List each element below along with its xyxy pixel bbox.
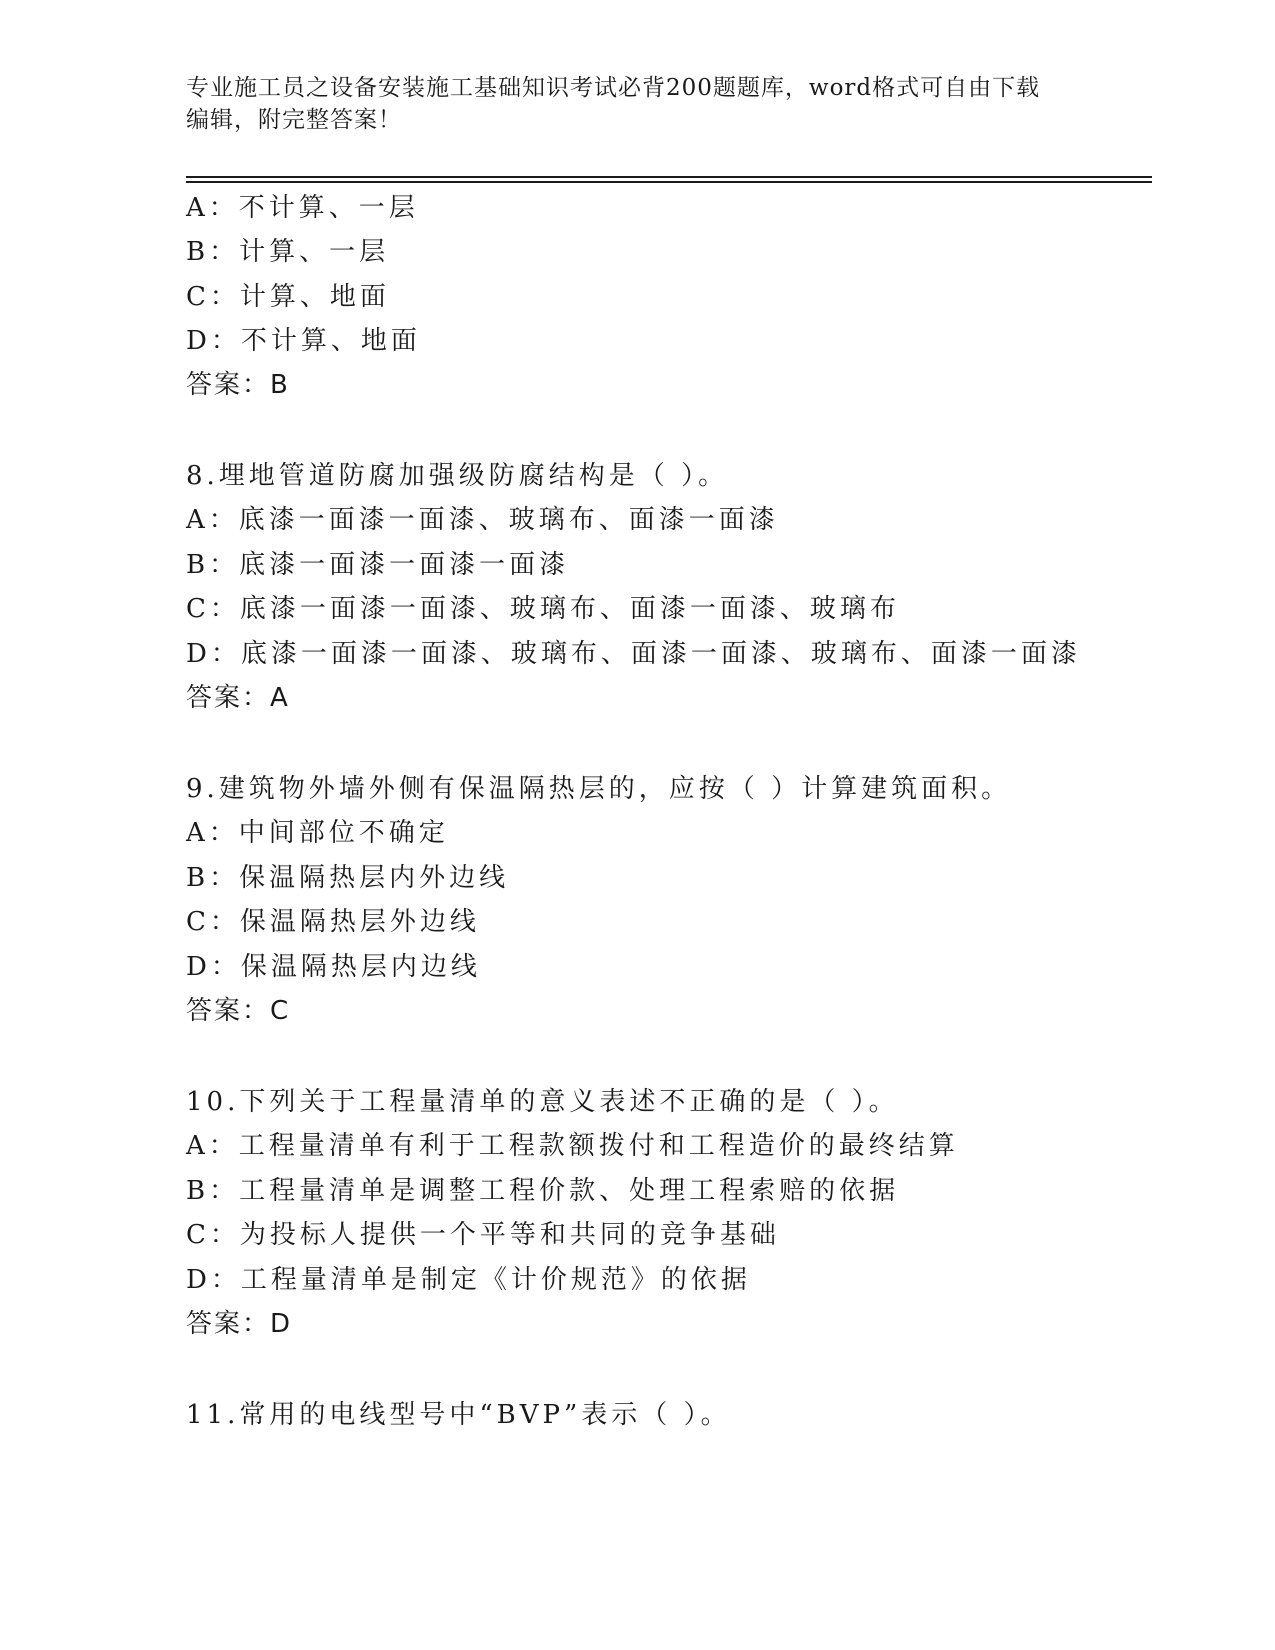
option-b: B：底漆一面漆一面漆一面漆 [186, 550, 570, 580]
option-a: A：中间部位不确定 [186, 818, 449, 848]
option-c: C：保温隔热层外边线 [186, 907, 480, 937]
option-d: D：保温隔热层内边线 [186, 952, 481, 982]
answer-line: 答案：A [186, 683, 290, 713]
answer-line: 答案：B [186, 370, 290, 400]
option-b: B：计算、一层 [186, 237, 390, 267]
option-c: C：计算、地面 [186, 282, 390, 312]
question-stem: 11.常用的电线型号中“BVP”表示（ ）。 [186, 1400, 731, 1430]
question-stem: 10.下列关于工程量清单的意义表述不正确的是（ ）。 [186, 1087, 899, 1117]
option-d: D：不计算、地面 [186, 326, 421, 356]
answer-line: 答案：C [186, 996, 291, 1026]
option-b: B：工程量清单是调整工程价款、处理工程索赔的依据 [186, 1176, 900, 1206]
option-b: B：保温隔热层内外边线 [186, 863, 510, 893]
question-stem: 8.埋地管道防腐加强级防腐结构是（ ）。 [186, 461, 729, 491]
option-c: C：为投标人提供一个平等和共同的竞争基础 [186, 1220, 780, 1250]
option-c: C：底漆一面漆一面漆、玻璃布、面漆一面漆、玻璃布 [186, 594, 900, 624]
header-divider-bottom [186, 181, 1152, 183]
question-stem: 9.建筑物外墙外侧有保温隔热层的，应按（ ）计算建筑面积。 [186, 774, 1012, 804]
option-d: D：底漆一面漆一面漆、玻璃布、面漆一面漆、玻璃布、面漆一面漆 [186, 639, 1081, 669]
header-divider-top [186, 176, 1152, 178]
header-title-line2: 编辑，附完整答案！ [186, 107, 402, 133]
header-title-line1: 专业施工员之设备安装施工基础知识考试必背200题题库，word格式可自由下载 [186, 75, 1041, 101]
option-a: A：不计算、一层 [186, 193, 419, 223]
option-a: A：底漆一面漆一面漆、玻璃布、面漆一面漆 [186, 505, 779, 535]
answer-line: 答案：D [186, 1309, 293, 1339]
option-d: D：工程量清单是制定《计价规范》的依据 [186, 1265, 751, 1295]
document-header [186, 72, 1066, 136]
option-a: A：工程量清单有利于工程款额拨付和工程造价的最终结算 [186, 1131, 959, 1161]
